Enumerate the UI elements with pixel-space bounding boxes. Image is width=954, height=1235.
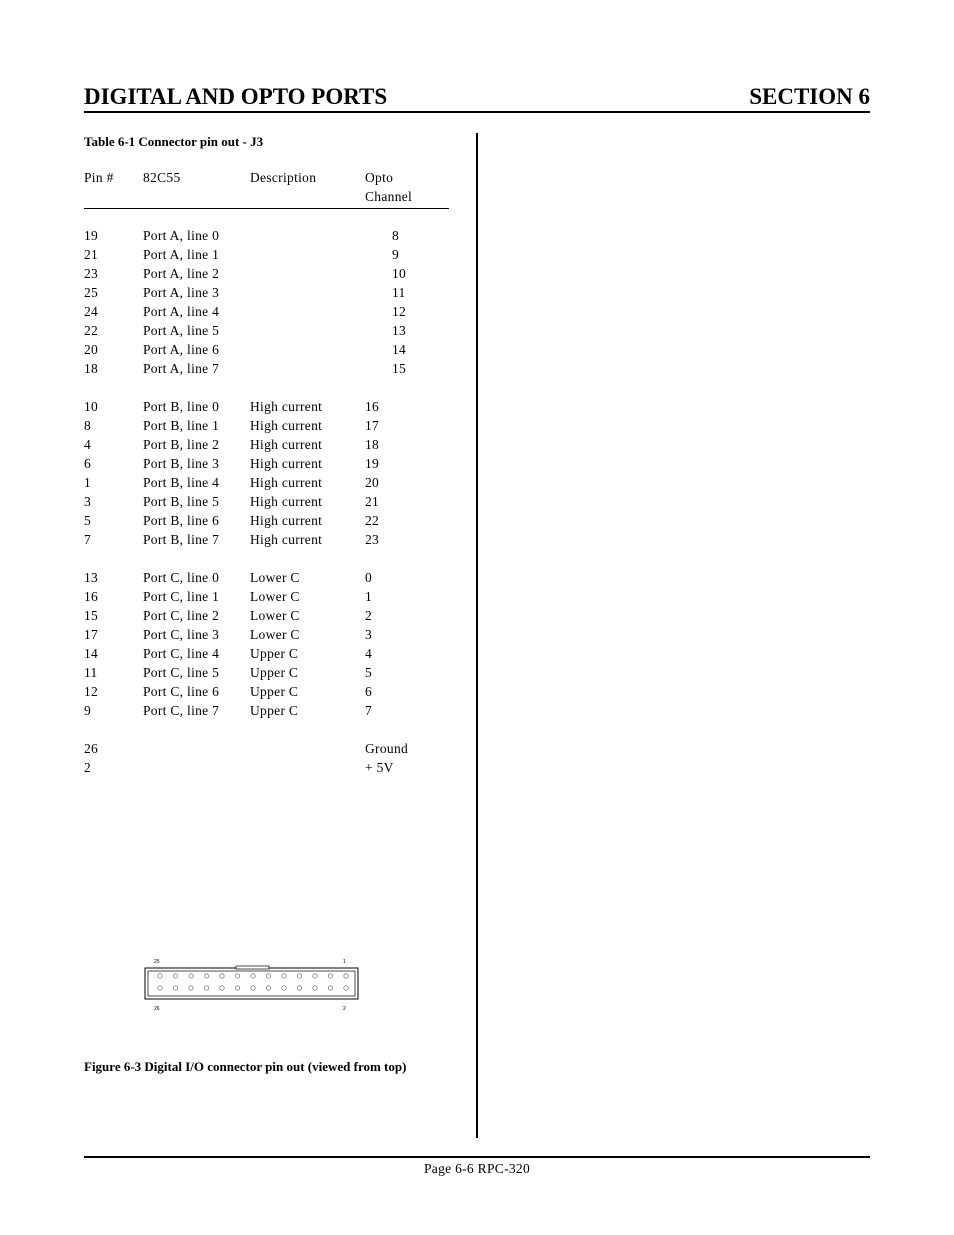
- header-chip: 82C55: [143, 170, 181, 185]
- pin-cell: 4: [84, 437, 92, 452]
- connector-diagram: [140, 952, 362, 1014]
- table-row: [84, 399, 474, 418]
- table-row: [84, 342, 474, 361]
- connector-pin: [266, 986, 270, 990]
- pin-cell: 17: [84, 627, 99, 642]
- connector-pin: [189, 986, 193, 990]
- table-row: [84, 703, 474, 722]
- description-cell: High current: [250, 437, 323, 452]
- port-cell: Port B, line 3: [143, 456, 220, 471]
- connector-pin: [235, 986, 239, 990]
- port-cell: Port B, line 7: [143, 532, 220, 547]
- opto-channel-cell: 9: [392, 247, 400, 262]
- table-row: [84, 646, 474, 665]
- table-header-row: [84, 170, 474, 189]
- opto-channel-cell: + 5V: [365, 760, 394, 775]
- table-spacer: [84, 551, 474, 570]
- table-row: [84, 589, 474, 608]
- table-row: [84, 760, 474, 779]
- figure-caption: Figure 6-3 Digital I/O connector pin out (viewed from top): [84, 1059, 407, 1074]
- connector-pin: [297, 986, 301, 990]
- table-row: [84, 665, 474, 684]
- connector-pin: [173, 986, 177, 990]
- connector-pin: [204, 986, 208, 990]
- connector-key-notch: [236, 966, 269, 969]
- pin-cell: 24: [84, 304, 99, 319]
- pin-cell: 15: [84, 608, 99, 623]
- pin-cell: 16: [84, 589, 99, 604]
- connector-pin: [328, 974, 332, 978]
- description-cell: Upper C: [250, 646, 299, 661]
- table-row: [84, 475, 474, 494]
- opto-channel-cell: 3: [365, 627, 373, 642]
- connector-pin: [220, 974, 224, 978]
- port-cell: Port C, line 5: [143, 665, 220, 680]
- connector-pin: [173, 974, 177, 978]
- port-cell: Port B, line 4: [143, 475, 220, 490]
- table-row: [84, 418, 474, 437]
- header-pin: Pin #: [84, 170, 114, 185]
- table-row: [84, 266, 474, 285]
- table-body: [84, 209, 474, 779]
- table-row: [84, 323, 474, 342]
- table-spacer: [84, 722, 474, 741]
- table-header-row-2: [84, 189, 474, 208]
- table-row: [84, 456, 474, 475]
- pin-cell: 10: [84, 399, 99, 414]
- port-cell: Port A, line 4: [143, 304, 220, 319]
- connector-pin: [282, 974, 286, 978]
- description-cell: High current: [250, 475, 323, 490]
- connector-pin: [344, 986, 348, 990]
- table-row: [84, 361, 474, 380]
- port-cell: Port C, line 4: [143, 646, 220, 661]
- pinout-table: [84, 170, 474, 779]
- opto-channel-cell: 4: [365, 646, 373, 661]
- opto-channel-cell: 17: [365, 418, 380, 433]
- connector-pin: [328, 986, 332, 990]
- table-row: [84, 228, 474, 247]
- table-row: [84, 684, 474, 703]
- table-row: [84, 304, 474, 323]
- table-spacer: [84, 380, 474, 399]
- connector-pin: [220, 986, 224, 990]
- header-channel: Channel: [365, 189, 413, 204]
- connector-pin: [189, 974, 193, 978]
- connector-pin: [251, 974, 255, 978]
- opto-channel-cell: 23: [365, 532, 380, 547]
- opto-channel-cell: 8: [392, 228, 400, 243]
- table-row: [84, 532, 474, 551]
- opto-channel-cell: 18: [365, 437, 380, 452]
- pin-cell: 3: [84, 494, 92, 509]
- port-cell: Port A, line 6: [143, 342, 220, 357]
- connector-pin: [251, 986, 255, 990]
- opto-channel-cell: 2: [365, 608, 373, 623]
- section-number: SECTION 6: [749, 84, 870, 109]
- opto-channel-cell: 16: [365, 399, 380, 414]
- opto-channel-cell: 11: [392, 285, 406, 300]
- pin-cell: 1: [84, 475, 92, 490]
- connector-pin: [235, 974, 239, 978]
- table-row: [84, 247, 474, 266]
- pin-cell: 2: [84, 760, 92, 775]
- opto-channel-cell: Ground: [365, 741, 409, 756]
- table-row: [84, 285, 474, 304]
- description-cell: High current: [250, 532, 323, 547]
- description-cell: Lower C: [250, 570, 300, 585]
- connector-label-2: 2: [343, 1006, 346, 1012]
- pin-cell: 22: [84, 323, 99, 338]
- pin-cell: 18: [84, 361, 99, 376]
- pin-cell: 21: [84, 247, 99, 262]
- table-row: [84, 741, 474, 760]
- port-cell: Port B, line 2: [143, 437, 220, 452]
- description-cell: High current: [250, 513, 323, 528]
- pin-cell: 19: [84, 228, 99, 243]
- table-row: [84, 494, 474, 513]
- port-cell: Port A, line 7: [143, 361, 220, 376]
- opto-channel-cell: 22: [365, 513, 380, 528]
- opto-channel-cell: 10: [392, 266, 407, 281]
- opto-channel-cell: 19: [365, 456, 380, 471]
- connector-outer-shell: [145, 968, 358, 999]
- pin-cell: 20: [84, 342, 99, 357]
- pin-cell: 12: [84, 684, 99, 699]
- opto-channel-cell: 1: [365, 589, 373, 604]
- header-rule: [84, 111, 870, 113]
- connector-pins: [158, 974, 348, 990]
- connector-pin: [158, 986, 162, 990]
- table-row: [84, 437, 474, 456]
- port-cell: Port C, line 3: [143, 627, 220, 642]
- opto-channel-cell: 6: [365, 684, 373, 699]
- port-cell: Port C, line 7: [143, 703, 220, 718]
- connector-label-25: 25: [154, 959, 160, 965]
- port-cell: Port C, line 0: [143, 570, 220, 585]
- port-cell: Port A, line 2: [143, 266, 220, 281]
- header-description: Description: [250, 170, 317, 185]
- port-cell: Port C, line 1: [143, 589, 220, 604]
- connector-label-1: 1: [343, 959, 346, 965]
- opto-channel-cell: 7: [365, 703, 373, 718]
- pin-cell: 13: [84, 570, 99, 585]
- description-cell: Lower C: [250, 608, 300, 623]
- port-cell: Port C, line 6: [143, 684, 220, 699]
- section-title: DIGITAL AND OPTO PORTS: [84, 84, 388, 109]
- column-divider: [476, 133, 478, 1138]
- description-cell: Upper C: [250, 665, 299, 680]
- connector-pin: [282, 986, 286, 990]
- opto-channel-cell: 15: [392, 361, 407, 376]
- footer-rule: [84, 1156, 870, 1158]
- opto-channel-cell: 14: [392, 342, 407, 357]
- connector-pin: [344, 974, 348, 978]
- connector-pin: [313, 974, 317, 978]
- description-cell: Lower C: [250, 589, 300, 604]
- port-cell: Port A, line 0: [143, 228, 220, 243]
- port-cell: Port B, line 6: [143, 513, 220, 528]
- pin-cell: 7: [84, 532, 92, 547]
- connector-label-26: 26: [154, 1006, 160, 1012]
- opto-channel-cell: 5: [365, 665, 373, 680]
- pin-cell: 23: [84, 266, 99, 281]
- description-cell: High current: [250, 399, 323, 414]
- header-opto: Opto: [365, 170, 394, 185]
- description-cell: Lower C: [250, 627, 300, 642]
- table-row: [84, 608, 474, 627]
- pin-cell: 5: [84, 513, 92, 528]
- page-footer: Page 6-6 RPC-320: [423, 1161, 531, 1176]
- port-cell: Port B, line 5: [143, 494, 220, 509]
- pin-cell: 25: [84, 285, 99, 300]
- port-cell: Port B, line 1: [143, 418, 220, 433]
- table-row: [84, 570, 474, 589]
- port-cell: Port A, line 1: [143, 247, 220, 262]
- opto-channel-cell: 20: [365, 475, 380, 490]
- opto-channel-cell: 12: [392, 304, 407, 319]
- table-spacer: [84, 209, 474, 228]
- pin-cell: 6: [84, 456, 92, 471]
- description-cell: High current: [250, 494, 323, 509]
- description-cell: Upper C: [250, 703, 299, 718]
- connector-pin: [158, 974, 162, 978]
- pin-cell: 8: [84, 418, 92, 433]
- port-cell: Port A, line 3: [143, 285, 220, 300]
- table-row: [84, 627, 474, 646]
- description-cell: High current: [250, 418, 323, 433]
- connector-pin: [204, 974, 208, 978]
- description-cell: Upper C: [250, 684, 299, 699]
- opto-channel-cell: 0: [365, 570, 373, 585]
- port-cell: Port A, line 5: [143, 323, 220, 338]
- pin-cell: 11: [84, 665, 98, 680]
- port-cell: Port C, line 2: [143, 608, 220, 623]
- opto-channel-cell: 21: [365, 494, 380, 509]
- connector-pin: [266, 974, 270, 978]
- table-title: Table 6-1 Connector pin out - J3: [84, 134, 264, 149]
- port-cell: Port B, line 0: [143, 399, 220, 414]
- connector-pin: [297, 974, 301, 978]
- opto-channel-cell: 13: [392, 323, 407, 338]
- connector-pin: [313, 986, 317, 990]
- pin-cell: 26: [84, 741, 99, 756]
- table-row: [84, 513, 474, 532]
- pin-cell: 9: [84, 703, 92, 718]
- pin-cell: 14: [84, 646, 99, 661]
- description-cell: High current: [250, 456, 323, 471]
